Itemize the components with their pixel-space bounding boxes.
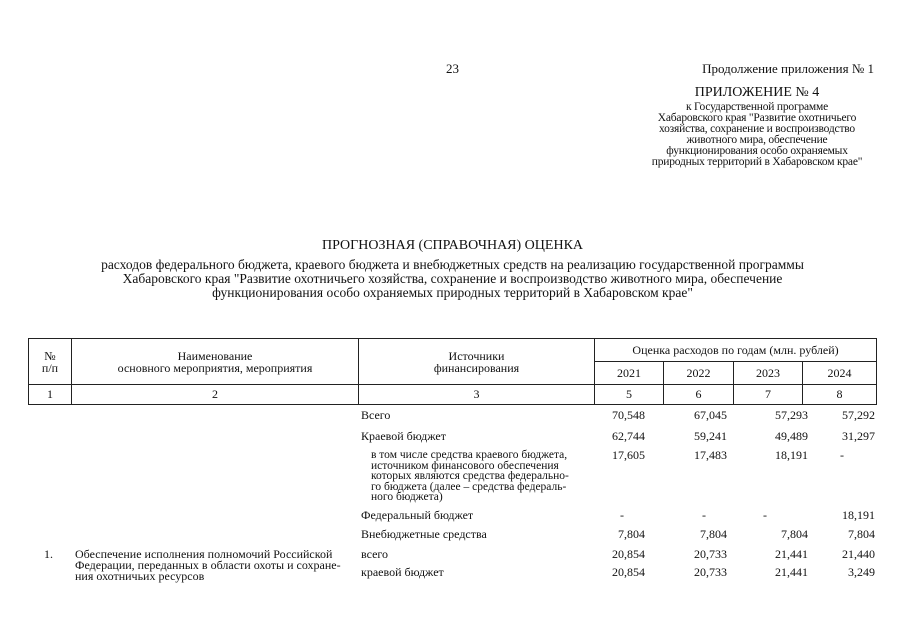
value-cell: 17,605 — [612, 448, 645, 462]
estimate-table-header — [28, 338, 877, 405]
subheading-line: Хабаровского края "Развитие охотничьего хозяйства, сохранение и воспроизводство животного мира, обеспечение — [122, 271, 783, 286]
value-cell: 57,293 — [775, 408, 808, 422]
value-cell: 21,441 — [775, 565, 808, 579]
source-cell: краевой бюджет — [361, 565, 444, 579]
source-cell: Внебюджетные средства — [361, 527, 487, 541]
value-cell: 7,804 — [700, 527, 727, 541]
index-cell: 1 — [29, 385, 72, 405]
appendix-title: ПРИЛОЖЕНИЕ № 4 — [694, 85, 820, 100]
value-cell: 21,440 — [842, 547, 875, 561]
value-cell: 70,548 — [612, 408, 645, 422]
value-cell: 18,191 — [775, 448, 808, 462]
activity-name: Обеспечение исполнения полномочий Российской Федерации, переданных в области охоты и сохране- ния охотничьих ресурсов — [75, 547, 341, 583]
value-cell: 31,297 — [842, 429, 875, 443]
appendix-line: животного мира, обеспечение — [686, 134, 828, 146]
source-cell: Федеральный бюджет — [361, 508, 474, 522]
value-cell: 7,804 — [848, 527, 875, 541]
appendix-line: функционирования особо охраняемых — [666, 145, 848, 157]
value-cell: 7,804 — [618, 527, 645, 541]
subheading-line: функционирования особо охраняемых природных территорий в Хабаровском крае" — [212, 285, 693, 300]
index-cell: 3 — [359, 385, 595, 405]
value-cell: 62,744 — [612, 429, 645, 443]
appendix-line: Хабаровского края "Развитие охотничьего — [657, 112, 857, 124]
value-cell: 20,733 — [694, 547, 727, 561]
value-cell: 17,483 — [694, 448, 727, 462]
row-number: 1. — [44, 547, 53, 561]
document-heading: ПРОГНОЗНАЯ (СПРАВОЧНАЯ) ОЦЕНКА — [321, 238, 584, 253]
value-cell: - — [763, 508, 767, 522]
col-header-estimate: Оценка расходов по годам (млн. рублей) — [595, 339, 877, 362]
value-cell: 7,804 — [781, 527, 808, 541]
appendix-line: природных территорий в Хабаровском крае" — [651, 156, 863, 168]
value-cell: - — [840, 448, 844, 462]
index-cell: 6 — [664, 385, 734, 405]
year-header: 2023 — [734, 362, 803, 385]
index-cell: 5 — [595, 385, 664, 405]
year-header: 2024 — [803, 362, 877, 385]
index-cell: 2 — [72, 385, 359, 405]
value-cell: 18,191 — [842, 508, 875, 522]
index-cell: 8 — [803, 385, 877, 405]
value-cell: 67,045 — [694, 408, 727, 422]
source-cell: в том числе средства краевого бюджета, источником финансового обеспечения которых являются средства федерально- го бюджета (далее – средства федераль- ного бюджета) — [371, 449, 569, 503]
value-cell: - — [620, 508, 624, 522]
value-cell: 49,489 — [775, 429, 808, 443]
value-cell: 3,249 — [848, 565, 875, 579]
subheading-line: расходов федерального бюджета, краевого бюджета и внебюджетных средств на реализацию государственной программы — [101, 257, 804, 272]
year-header: 2022 — [664, 362, 734, 385]
col-header-source: Источники финансирования — [359, 339, 595, 385]
value-cell: 20,854 — [612, 547, 645, 561]
source-cell: Краевой бюджет — [361, 429, 446, 443]
value-cell: 57,292 — [842, 408, 875, 422]
col-header-number: № п/п — [29, 339, 72, 385]
source-cell: Всего — [361, 408, 391, 422]
source-cell: всего — [361, 547, 389, 561]
page-number: 23 — [446, 61, 459, 76]
appendix-line: к Государственной программе — [686, 101, 828, 113]
value-cell: 20,854 — [612, 565, 645, 579]
value-cell: 21,441 — [775, 547, 808, 561]
continuation-label: Продолжение приложения № 1 — [702, 61, 874, 76]
appendix-block — [612, 87, 902, 168]
value-cell: 59,241 — [694, 429, 727, 443]
col-header-name: Наименование основного мероприятия, мероприятия — [72, 339, 359, 385]
value-cell: - — [702, 508, 706, 522]
document-subheading — [60, 258, 845, 300]
appendix-line: хозяйства, сохранение и воспроизводство — [659, 123, 855, 135]
year-header: 2021 — [595, 362, 664, 385]
value-cell: 20,733 — [694, 565, 727, 579]
index-cell: 7 — [734, 385, 803, 405]
